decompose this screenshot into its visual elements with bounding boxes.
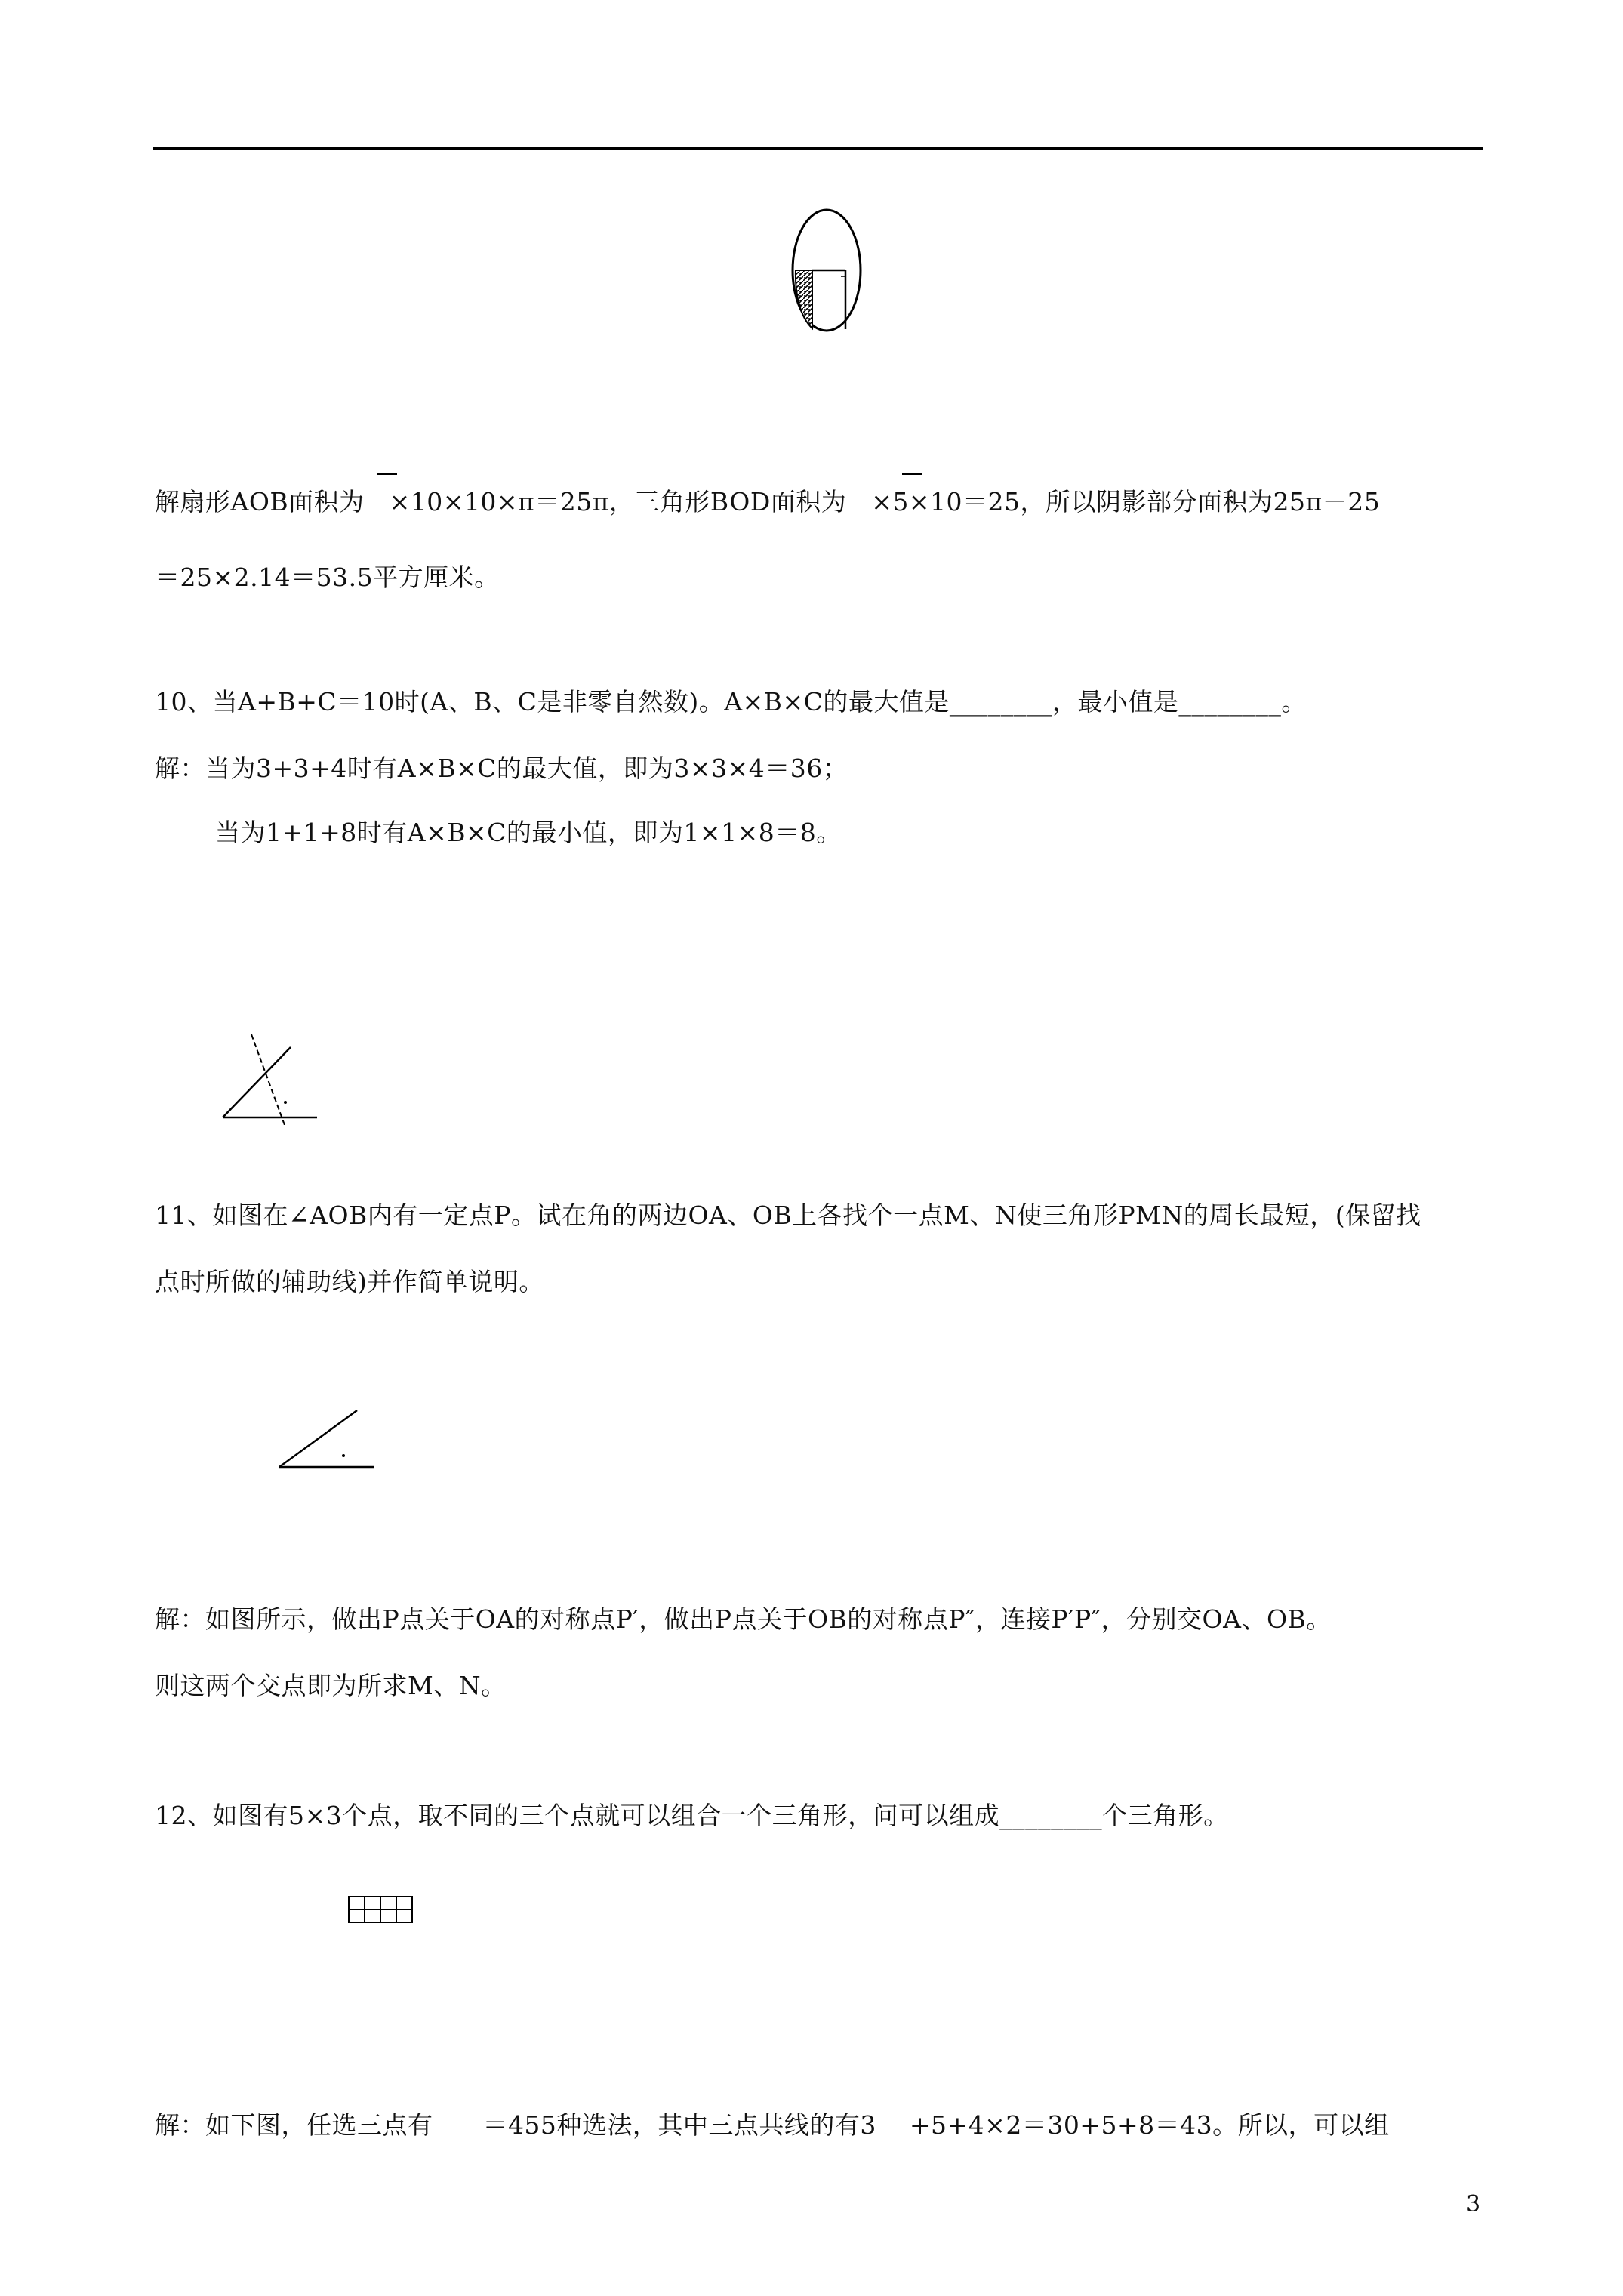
problem-11-question-line-1: 11、如图在∠AOB内有一定点P。试在角的两边OA、OB上各找个一点M、N使三角形PMN的周长最短，(保留找: [155, 1200, 1421, 1230]
problem-10-solution-line-2: 当为1+1+8时有A×B×C的最小值，即为1×1×8＝8。: [215, 818, 842, 847]
header-rule: [153, 147, 1483, 150]
problem-11-solution-line-1: 解：如图所示，做出P点关于OA的对称点P′，做出P点关于OB的对称点P″，连接P′P″，分别交OA、OB。: [155, 1604, 1332, 1634]
angle-aob-figure: [276, 1404, 377, 1472]
page-number: 3: [1466, 2191, 1481, 2217]
problem-12-solution-line-1: 解：如下图，任选三点有 ＝455种选法，其中三点共线的有3 +5+4×2＝30+5+8＝43。所以，可以组: [155, 2110, 1390, 2140]
angle-figure-with-auxiliary-line: [215, 1031, 325, 1125]
dot-grid-figure: [347, 1895, 415, 1925]
problem-10-solution-line-1: 解：当为3+3+4时有A×B×C的最大值，即为3×3×4＝36；: [155, 754, 848, 783]
solution-9-line-1: 解扇形AOB面积为 ×10×10×π＝25π，三角形BOD面积为 ×5×10＝25，所以阴影部分面积为25π－25: [155, 487, 1381, 516]
fraction-macron-2: [902, 473, 922, 475]
sector-figure: [785, 204, 868, 340]
fraction-macron-1: [377, 473, 397, 475]
problem-12-question: 12、如图有5×3个点，取不同的三个点就可以组合一个三角形，问可以组成________个三角形。: [155, 1801, 1229, 1830]
solution-9-line-2: ＝25×2.14＝53.5平方厘米。: [155, 562, 500, 592]
problem-10-question: 10、当A+B+C＝10时(A、B、C是非零自然数)。A×B×C的最大值是________，最小值是________。: [155, 687, 1307, 717]
problem-11-solution-line-2: 则这两个交点即为所求M、N。: [155, 1671, 507, 1700]
problem-11-question-line-2: 点时所做的辅助线)并作简单说明。: [155, 1267, 544, 1296]
